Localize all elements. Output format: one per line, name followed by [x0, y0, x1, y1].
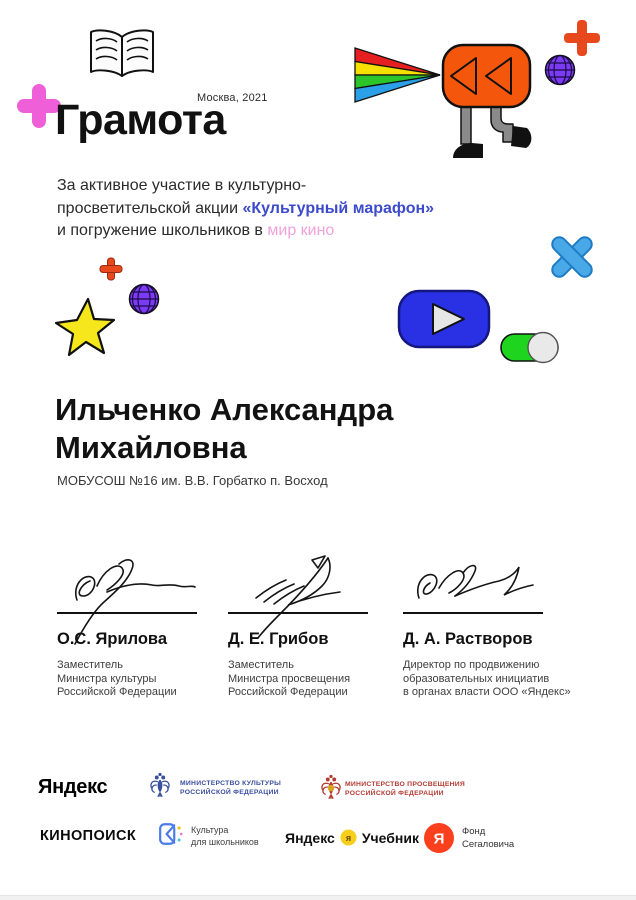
signature-line: [403, 612, 543, 614]
blue-x-icon: [545, 230, 599, 284]
globe-icon: [545, 56, 575, 85]
small-orange-plus-icon: [99, 257, 123, 281]
signatory-title: Директор по продвижению образовательных инициатив в органах власти ООО «Яндекс»: [403, 659, 571, 698]
recipient-name-line2: Михайловна: [55, 430, 247, 465]
place-date: Москва, 2021: [197, 92, 268, 104]
cinema-highlight: мир кино: [267, 222, 335, 239]
play-button-icon: [397, 289, 491, 349]
award-reason: [57, 175, 497, 243]
segalovich-fund-icon: [424, 823, 454, 853]
recipient-name: [55, 391, 393, 467]
signatory-name: Д. А. Растворов: [403, 630, 533, 648]
culture-for-schools-icon: [158, 821, 184, 847]
signatory-name: О.С. Ярилова: [57, 630, 168, 648]
rewind-button-icon: [443, 45, 530, 107]
signatory-title: Заместитель Министра культуры Российской Федерации: [57, 659, 177, 698]
signatory-name: Д. Е. Грибов: [228, 630, 329, 648]
signature-line: [57, 612, 197, 614]
uchebnik-coin-icon: [340, 829, 357, 846]
film-projector-illustration: [345, 16, 610, 166]
signatory-title: Заместитель Министра просвещения Российской Федерации: [228, 659, 351, 698]
orange-plus-icon: [564, 20, 600, 56]
award-reason-line1: За активное участие в культурно-: [57, 177, 307, 194]
page-bottom-edge: [0, 895, 636, 900]
ministry-education-emblem-icon: [317, 773, 345, 801]
recipient-school: МОБУСОШ №16 им. В.В. Горбатко п. Восход: [57, 473, 328, 488]
kinopoisk-logo: КИНОПОИСК: [40, 828, 137, 844]
star-icon: [52, 295, 116, 361]
globe-icon: [128, 283, 160, 315]
walking-legs: [453, 106, 531, 158]
svg-text:я: я: [345, 833, 351, 843]
recipient-name-line1: Ильченко Александра: [55, 392, 394, 427]
campaign-name: «Культурный марафон»: [242, 199, 435, 217]
rainbow-beam-icon: [355, 48, 440, 102]
ministry-education-label: МИНИСТЕРСТВО ПРОСВЕЩЕНИЯ РОССИЙСКОЙ ФЕДЕРАЦИИ: [345, 781, 466, 797]
yandex-logo: Яндекс: [38, 776, 108, 798]
signature-line: [228, 612, 368, 614]
ministry-culture-label: МИНИСТЕРСТВО КУЛЬТУРЫ РОССИЙСКОЙ ФЕДЕРАЦИИ: [180, 780, 282, 796]
open-book-icon: [83, 28, 161, 78]
award-reason-line2: просветительской акции «Культурный марафон»: [57, 199, 435, 217]
toggle-switch-icon: [499, 330, 561, 364]
culture-for-schools-label: Культура для школьников: [191, 825, 259, 847]
ministry-culture-emblem-icon: [146, 771, 174, 799]
award-reason-line3: и погружение школьников в мир кино: [57, 222, 335, 239]
certificate-title: Грамота: [55, 96, 226, 144]
yandex-uchebnik-logo: Яндекс я Учебник: [285, 829, 419, 846]
svg-text:Я: Я: [433, 830, 445, 848]
segalovich-fund-label: Фонд Сегаловича: [462, 826, 515, 850]
